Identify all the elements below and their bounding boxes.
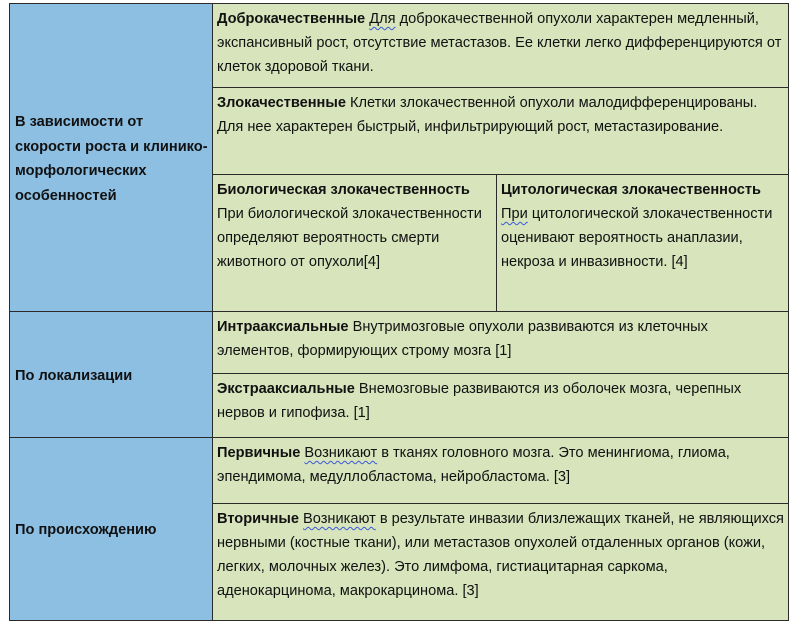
malignant-term: Злокачественные xyxy=(217,95,346,111)
category-growth-cell xyxy=(9,3,213,312)
secondary-term: Вторичные xyxy=(217,511,299,527)
intraaxial-text: Внутримозговые опухоли развиваются из клеточных элементов, формирующих строму мозга [1] xyxy=(217,319,708,359)
extraaxial-term: Экстрааксиальные xyxy=(217,381,355,397)
category-localization-cell xyxy=(9,311,213,438)
secondary-squiggle-word: Возникают xyxy=(303,511,376,527)
extraaxial-cell xyxy=(212,373,789,438)
biological-term: Биологическая злокачественность xyxy=(217,182,470,198)
primary-text: в тканях головного мозга. Это менингиома, глиома, эпендимома, медуллобластома, нейробластома. [3] xyxy=(217,445,730,485)
benign-squiggle-word: Для xyxy=(369,11,396,27)
extraaxial-text: Внемозговые развиваются из оболочек мозга, черепных нервов и гипофиза. [1] xyxy=(217,381,742,421)
intraaxial-term: Интрааксиальные xyxy=(217,319,349,335)
malignant-text: Клетки злокачественной опухоли малодифференцированы. Для нее характерен быстрый, инфильтрирующий рост, метастазирование. xyxy=(217,95,758,135)
primary-cell xyxy=(212,437,789,504)
secondary-text: в результате инвазии близлежащих тканей, не являющихся нервными (костные ткани), или метастазов опухолей отдаленных органов (кожи, легких, молочных желез). Это лимфома, гистиацитарная саркома, аденокарцинома, макрокарцинома. [3] xyxy=(217,511,784,599)
tumor-classification-table xyxy=(9,3,789,621)
category-origin-label: По происхождению xyxy=(15,522,157,539)
category-localization-label: По локализации xyxy=(15,367,133,384)
cytological-squiggle-word: При xyxy=(501,206,528,222)
secondary-cell xyxy=(212,503,789,621)
category-origin-cell xyxy=(9,437,213,621)
cytological-text: цитологической злокачественности оценивают вероятность анаплазии, некроза и инвазивности. [4] xyxy=(501,206,773,270)
cytological-term: Цитологическая злокачественность xyxy=(501,182,761,198)
category-growth-label: В зависимости от скорости роста и клинико-морфологических особенностей xyxy=(15,114,208,204)
biological-text: При биологической злокачественности определяют вероятность смерти животного от опухоли[4] xyxy=(217,206,482,270)
biological-malignancy-cell xyxy=(212,174,497,312)
benign-text: доброкачественной опухоли характерен медленный, экспансивный рост, отсутствие метастазов. Ее клетки легко дифференцируются от клеток здоровой ткани. xyxy=(217,11,782,75)
benign-cell xyxy=(212,3,789,88)
primary-term: Первичные xyxy=(217,445,301,461)
benign-term: Доброкачественные xyxy=(217,11,366,27)
cytological-malignancy-cell xyxy=(496,174,789,312)
intraaxial-cell xyxy=(212,311,789,374)
malignant-cell xyxy=(212,87,789,175)
primary-squiggle-word: Возникают xyxy=(304,445,378,461)
